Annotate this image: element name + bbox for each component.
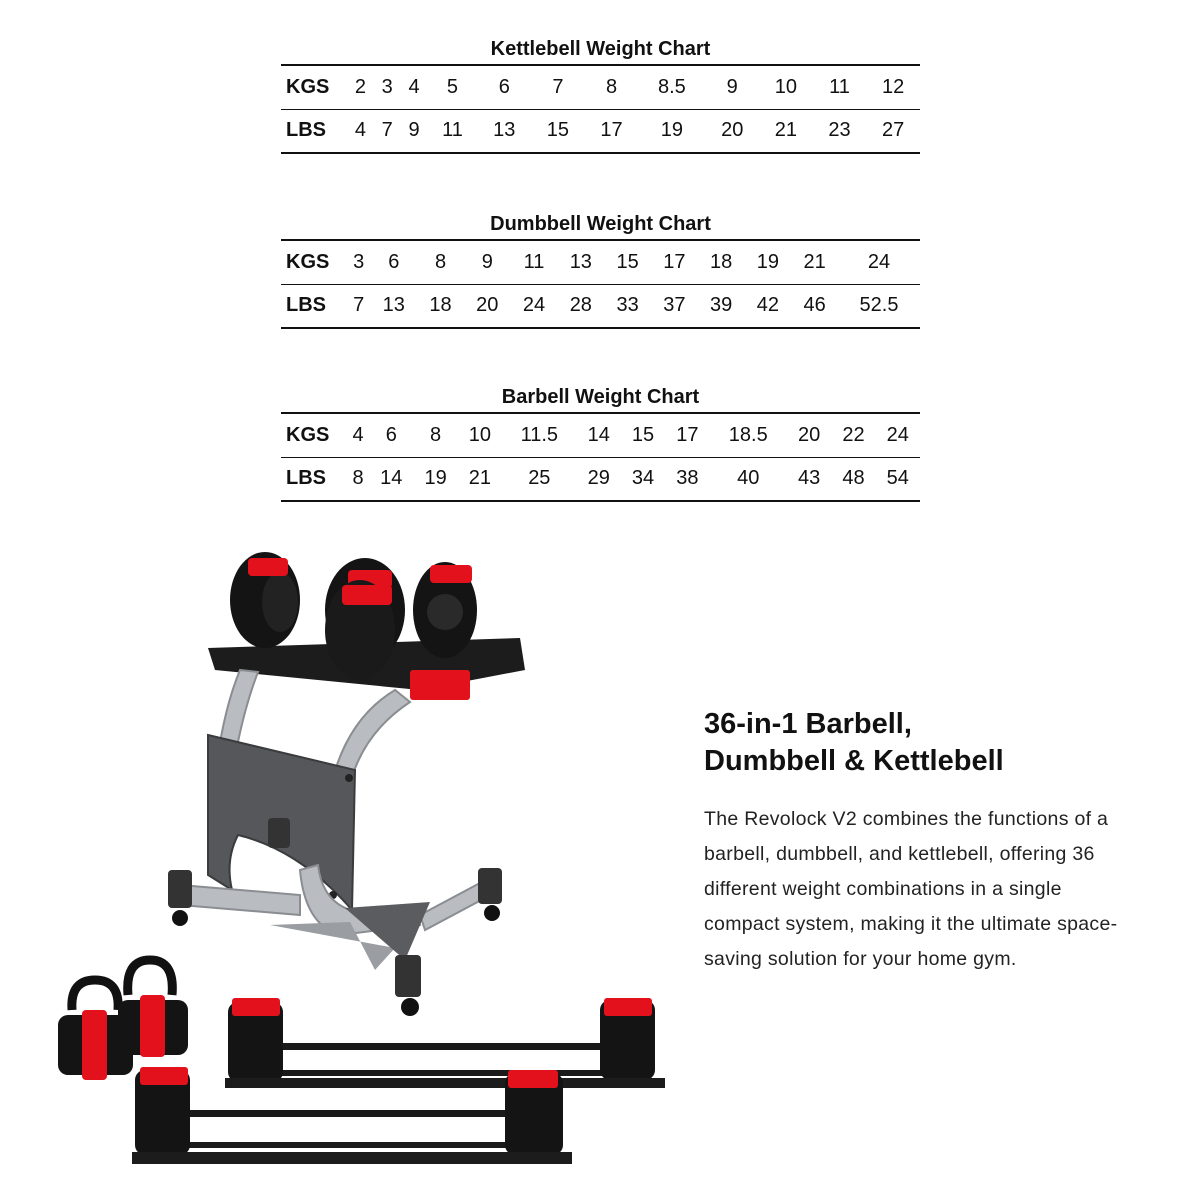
kettlebell-weight-table bbox=[281, 64, 920, 154]
lb-cell: 15 bbox=[531, 109, 585, 153]
kg-cell: 15 bbox=[631, 423, 655, 446]
lb-cell: 38 bbox=[665, 457, 709, 501]
kgs-row bbox=[281, 413, 920, 457]
lb-cell: 7 bbox=[347, 284, 370, 328]
kg-cell: 18.5 bbox=[728, 423, 768, 446]
lb-cell: 43 bbox=[787, 457, 831, 501]
kg-cell: 13 bbox=[569, 250, 592, 273]
kgs-row-label: KGS bbox=[286, 423, 330, 446]
lb-cell: 19 bbox=[413, 457, 457, 501]
lb-cell: 8 bbox=[347, 457, 369, 501]
kg-cell: 4 bbox=[352, 423, 364, 446]
kg-cell: 11.5 bbox=[520, 423, 559, 446]
lb-cell: 29 bbox=[577, 457, 621, 501]
lb-cell: 18 bbox=[417, 284, 464, 328]
kg-cell: 11 bbox=[523, 250, 545, 273]
lb-cell: 19 bbox=[638, 109, 705, 153]
lb-cell: 20 bbox=[705, 109, 759, 153]
kettlebell-set bbox=[58, 960, 188, 1080]
dumbbell-weight-table bbox=[281, 239, 920, 329]
kg-cell: 6 bbox=[498, 75, 510, 98]
lb-cell: 42 bbox=[745, 284, 792, 328]
kg-cell: 19 bbox=[756, 250, 779, 273]
kettlebell-weight-chart bbox=[281, 34, 920, 154]
kg-cell: 24 bbox=[886, 423, 909, 446]
kg-cell: 21 bbox=[803, 250, 826, 273]
kg-cell: 15 bbox=[616, 250, 639, 273]
lb-cell: 4 bbox=[347, 109, 374, 153]
lb-cell: 21 bbox=[458, 457, 502, 501]
headline-line-2: Dumbbell & Kettlebell bbox=[704, 745, 1004, 777]
product-illustration bbox=[0, 530, 680, 1190]
kg-cell: 18 bbox=[709, 250, 733, 273]
kg-cell: 20 bbox=[798, 423, 821, 446]
kg-cell: 8 bbox=[605, 75, 618, 98]
barbell-weight-chart bbox=[281, 382, 920, 502]
barbell-weight-table bbox=[281, 412, 920, 502]
kg-cell: 17 bbox=[676, 423, 699, 446]
kg-cell: 9 bbox=[726, 75, 738, 98]
lbs-row bbox=[281, 109, 920, 153]
dumbbell-left bbox=[230, 552, 300, 648]
kg-cell: 22 bbox=[842, 423, 865, 446]
kg-cell: 3 bbox=[381, 75, 393, 98]
dumbbell-chart-title: Dumbbell Weight Chart bbox=[490, 213, 711, 235]
kg-cell: 8.5 bbox=[657, 75, 686, 98]
kg-cell: 5 bbox=[446, 75, 459, 98]
kg-cell: 11 bbox=[829, 75, 850, 98]
lb-cell: 54 bbox=[876, 457, 920, 501]
lbs-row-label: LBS bbox=[281, 109, 347, 153]
lb-cell: 21 bbox=[759, 109, 813, 153]
kgs-row bbox=[281, 240, 920, 284]
kgs-row-label: KGS bbox=[286, 75, 330, 98]
lb-cell: 33 bbox=[604, 284, 651, 328]
kg-cell: 2 bbox=[354, 75, 366, 98]
kg-cell: 8 bbox=[430, 423, 442, 446]
lb-cell: 46 bbox=[791, 284, 838, 328]
lb-cell: 37 bbox=[651, 284, 698, 328]
kg-cell: 7 bbox=[552, 75, 564, 98]
lbs-row-label: LBS bbox=[281, 284, 347, 328]
lb-cell: 39 bbox=[698, 284, 745, 328]
lb-cell: 48 bbox=[831, 457, 875, 501]
barbell-chart-title: Barbell Weight Chart bbox=[501, 386, 700, 408]
barbell-set bbox=[132, 998, 665, 1164]
product-description: The Revolock V2 combines the functions of a barbell, dumbbell, and kettlebell, offering 36 different weight combinations in a single compact system, making it the ultimate space-saving solution for your home gym. bbox=[704, 808, 1118, 970]
lb-cell: 27 bbox=[866, 109, 920, 153]
lb-cell: 7 bbox=[374, 109, 401, 153]
lb-cell: 23 bbox=[813, 109, 867, 153]
kg-cell: 9 bbox=[481, 250, 493, 273]
lbs-row bbox=[281, 457, 920, 501]
kg-cell: 6 bbox=[385, 423, 397, 446]
kg-cell: 4 bbox=[408, 75, 420, 98]
dumbbell-stand bbox=[168, 552, 525, 1016]
lb-cell: 9 bbox=[401, 109, 428, 153]
dumbbell-front bbox=[325, 580, 395, 680]
lb-cell: 17 bbox=[585, 109, 639, 153]
product-headline bbox=[704, 706, 1164, 780]
lb-cell: 40 bbox=[709, 457, 787, 501]
kgs-row-label: KGS bbox=[286, 250, 330, 273]
kg-cell: 6 bbox=[388, 250, 400, 273]
lbs-row bbox=[281, 284, 920, 328]
kg-cell: 14 bbox=[587, 423, 610, 446]
kg-cell: 8 bbox=[434, 250, 447, 273]
kg-cell: 24 bbox=[867, 250, 891, 273]
dumbbell-weight-chart bbox=[281, 209, 920, 329]
lb-cell: 25 bbox=[502, 457, 577, 501]
lb-cell: 20 bbox=[464, 284, 511, 328]
kettlebell-chart-title: Kettlebell Weight Chart bbox=[490, 38, 711, 60]
kg-cell: 10 bbox=[468, 423, 491, 446]
lb-cell: 13 bbox=[477, 109, 531, 153]
lb-cell: 11 bbox=[427, 109, 477, 153]
lb-cell: 24 bbox=[511, 284, 558, 328]
lb-cell: 52.5 bbox=[838, 284, 920, 328]
headline-line-1: 36-in-1 Barbell, bbox=[704, 708, 912, 740]
kg-cell: 12 bbox=[882, 75, 905, 98]
kg-cell: 10 bbox=[774, 75, 797, 98]
lb-cell: 14 bbox=[369, 457, 413, 501]
lb-cell: 28 bbox=[557, 284, 604, 328]
lb-cell: 13 bbox=[370, 284, 417, 328]
kg-cell: 17 bbox=[663, 250, 686, 273]
kg-cell: 3 bbox=[353, 250, 365, 273]
kgs-row bbox=[281, 65, 920, 109]
lbs-row-label: LBS bbox=[281, 457, 347, 501]
lb-cell: 34 bbox=[621, 457, 665, 501]
